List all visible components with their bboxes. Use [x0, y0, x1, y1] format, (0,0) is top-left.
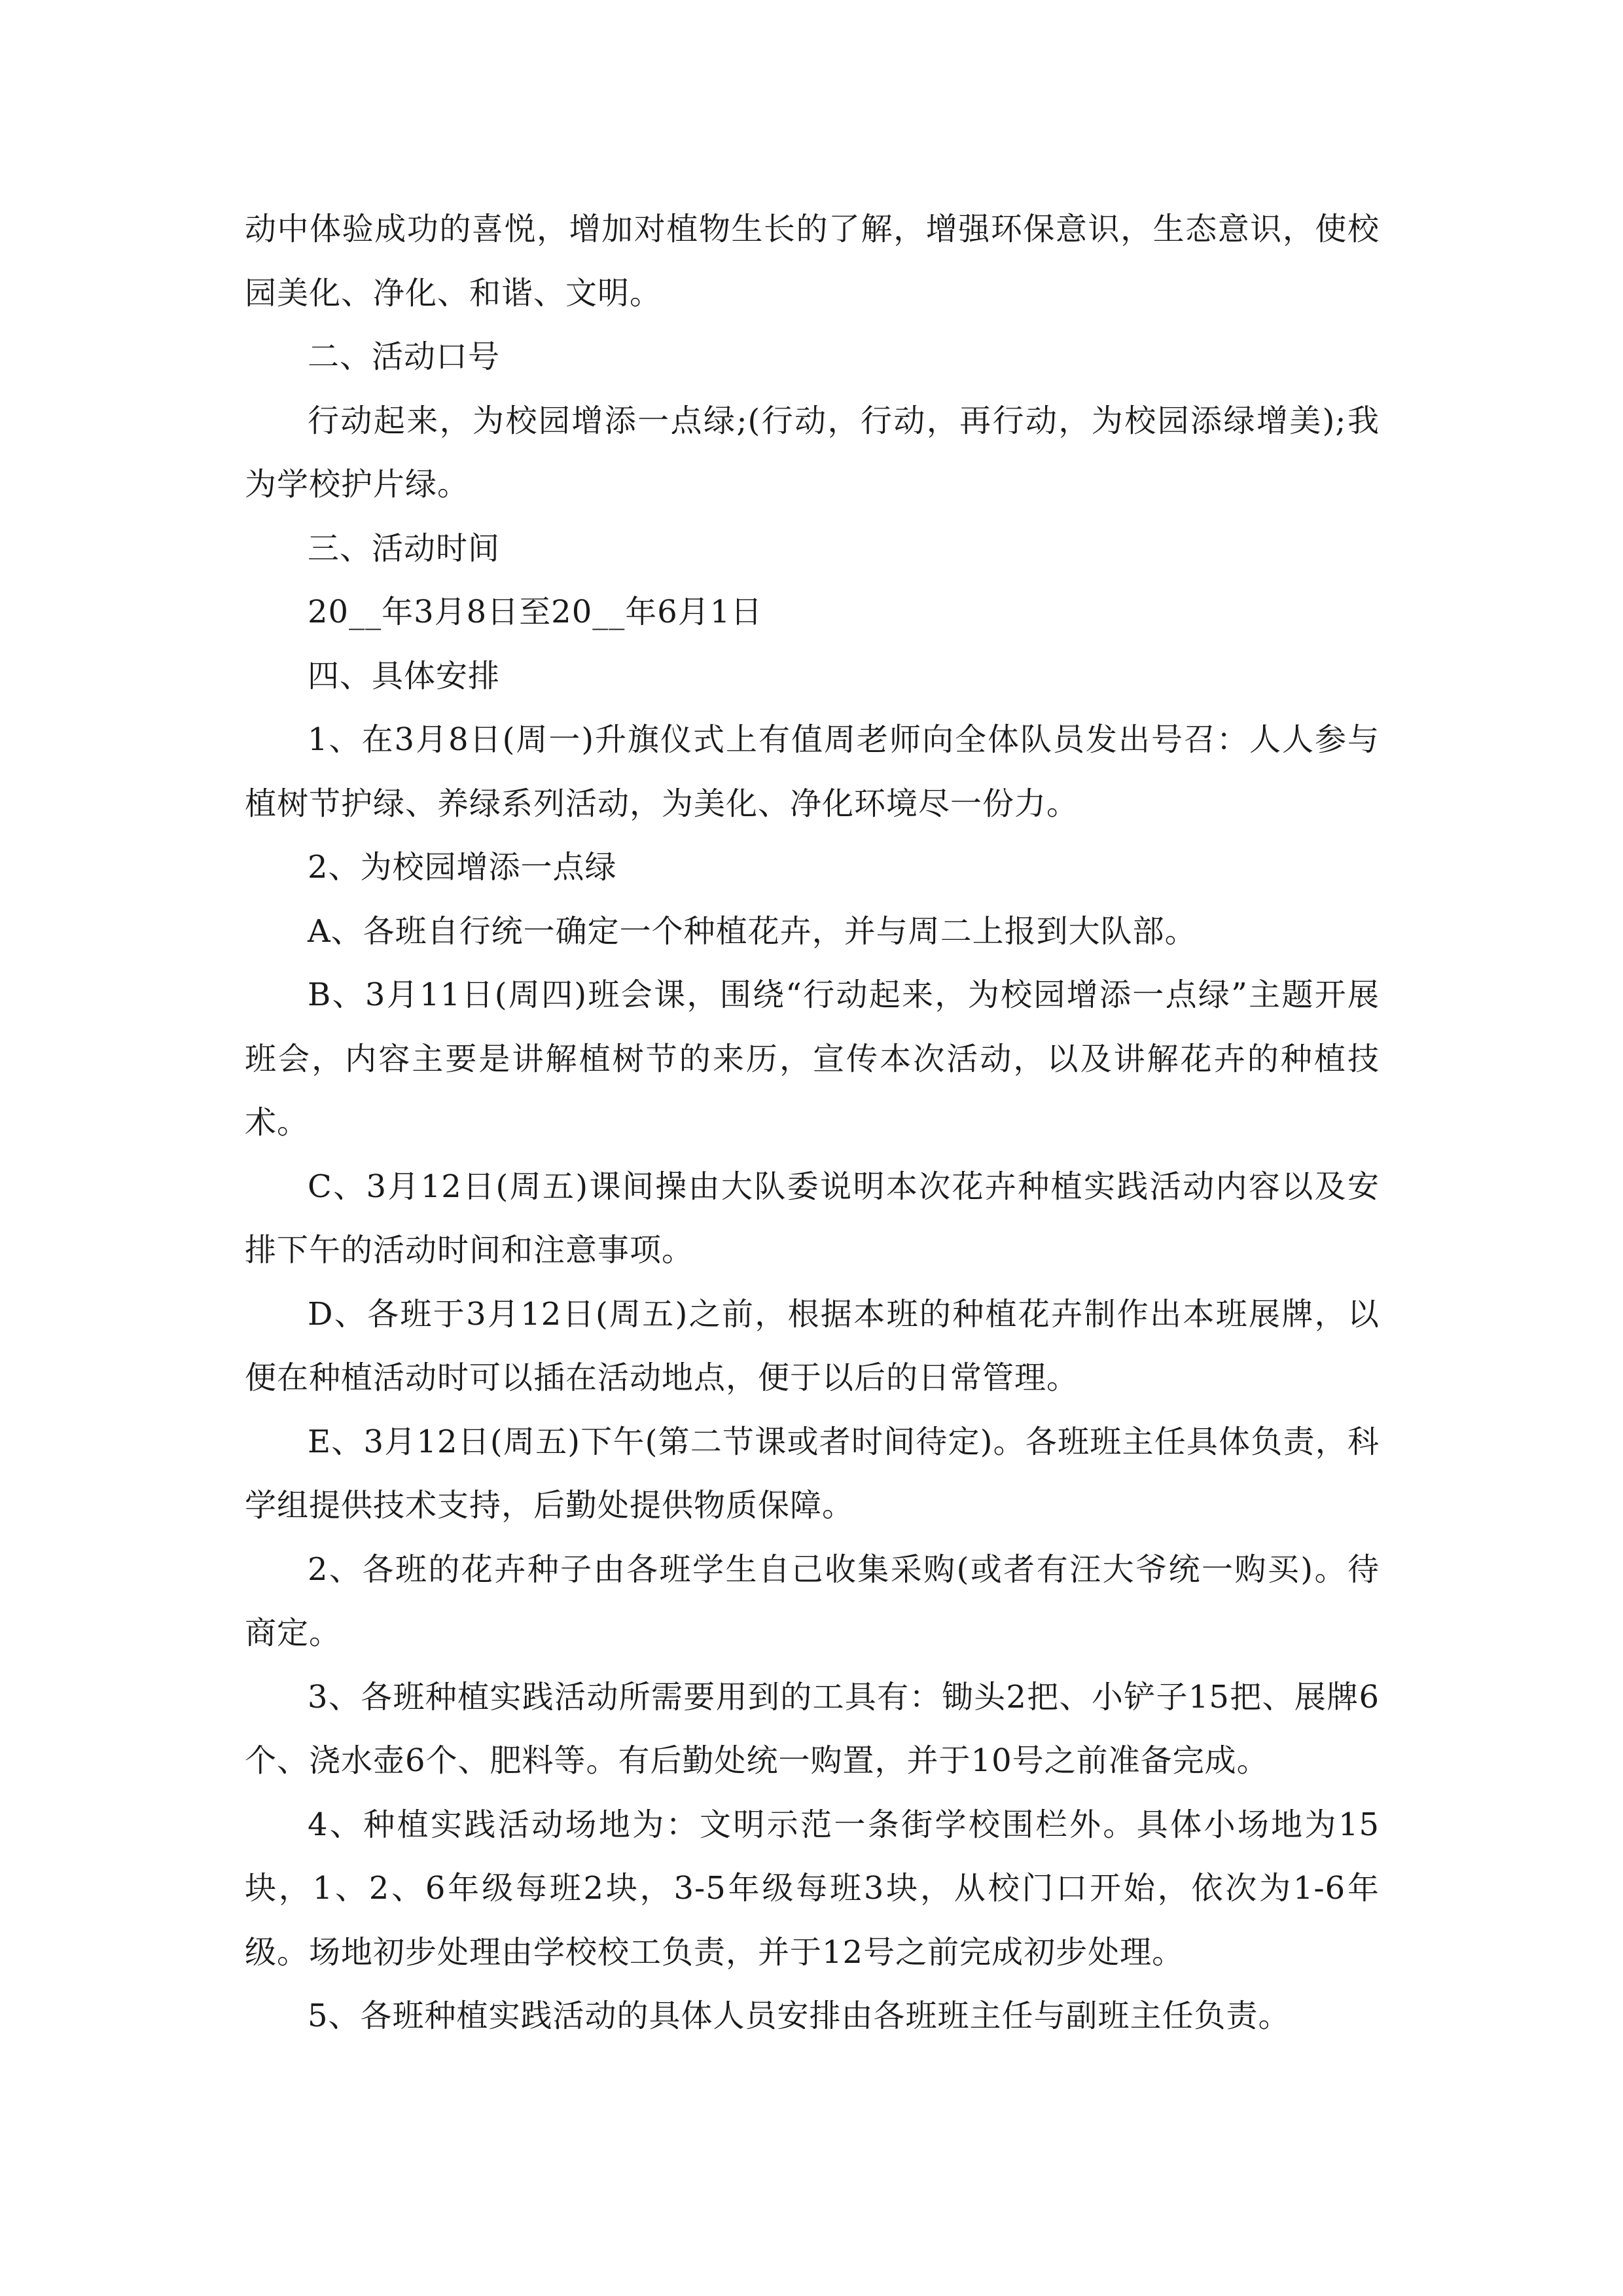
section-heading-time: 三、活动时间 — [308, 529, 501, 567]
paragraph-item-3-tools: 3、各班种植实践活动所需要用到的工具有：锄头2把、小铲子15把、展牌6个、浇水壶6个、肥料等。有后勤处统一购置，并于10号之前准备完成。 — [245, 1678, 1380, 1779]
paragraph-item-b: B、3月11日(周四)班会课，围绕“行动起来，为校园增添一点绿”主题开展班会，内容主要是讲解植树节的来历，宣传本次活动，以及讲解花卉的种植技术。 — [245, 977, 1380, 1141]
paragraph-slogan: 行动起来，为校园增添一点绿;(行动，行动，再行动，为校园添绿增美);我为学校护片绿。 — [245, 402, 1380, 503]
paragraph-item-5-staff: 5、各班种植实践活动的具体人员安排由各班班主任与副班主任负责。 — [308, 1998, 1291, 2034]
paragraph-item-1: 1、在3月8日(周一)升旗仪式上有值周老师向全体队员发出号召：人人参与植树节护绿、养绿系列活动，为美化、净化环境尽一份力。 — [245, 721, 1380, 822]
document-body — [245, 198, 1380, 2049]
paragraph-item-2-seeds: 2、各班的花卉种子由各班学生自己收集采购(或者有汪大爷统一购买)。待商定。 — [245, 1551, 1380, 1651]
paragraph-item-2: 2、为校园增添一点绿 — [308, 849, 617, 886]
section-heading-arrangement: 四、具体安排 — [308, 657, 501, 694]
paragraph-item-d: D、各班于3月12日(周五)之前，根据本班的种植花卉制作出本班展牌，以便在种植活动时可以插在活动地点，便于以后的日常管理。 — [245, 1295, 1380, 1396]
section-heading-slogan: 二、活动口号 — [308, 338, 501, 375]
paragraph-item-a: A、各班自行统一确定一个种植花卉，并与周二上报到大队部。 — [308, 912, 1197, 950]
paragraph-item-c: C、3月12日(周五)课间操由大队委说明本次花卉种植实践活动内容以及安排下午的活动时间和注意事项。 — [245, 1168, 1380, 1268]
paragraph-intro-continuation: 动中体验成功的喜悦，增加对植物生长的了解，增强环保意识，生态意识，使校园美化、净化、和谐、文明。 — [245, 211, 1380, 312]
paragraph-item-e: E、3月12日(周五)下午(第二节课或者时间待定)。各班班主任具体负责，科学组提供技术支持，后勤处提供物质保障。 — [245, 1423, 1380, 1524]
paragraph-time: 20__年3月8日至20__年6月1日 — [308, 594, 763, 630]
paragraph-item-4-site: 4、种植实践活动场地为：文明示范一条街学校围栏外。具体小场地为15块，1、2、6年级每班2块，3-5年级每班3块，从校门口开始，依次为1-6年级。场地初步处理由学校校工负责，并于12号之前完成初步处理。 — [245, 1806, 1380, 1971]
